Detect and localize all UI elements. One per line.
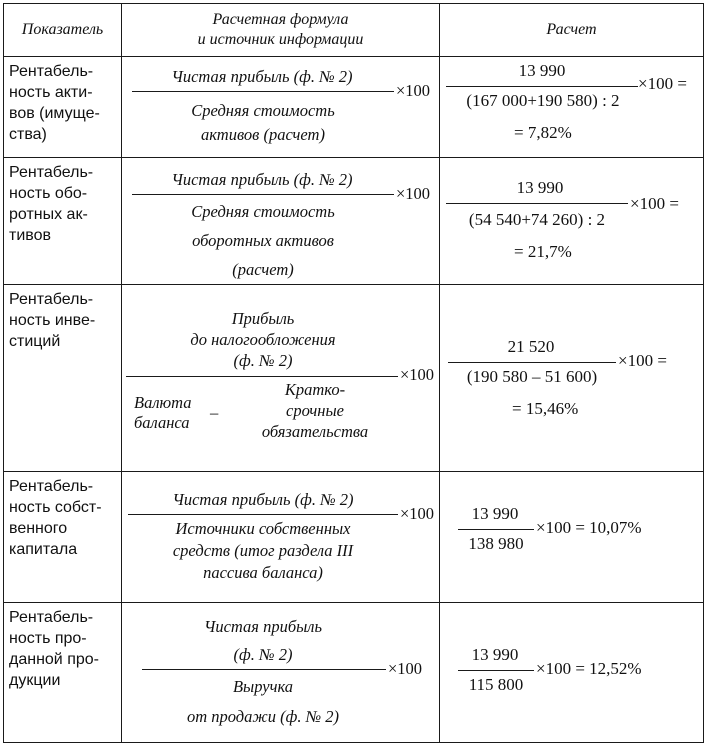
header-formula: Расчетная формула и источник информации — [122, 4, 440, 57]
formula-text: обязательства — [261, 422, 369, 441]
calc-cell — [440, 285, 704, 472]
formula-text: ×100 = — [630, 194, 679, 213]
indicator-cell — [4, 472, 122, 603]
formula-text: 13 990 — [471, 645, 519, 664]
header-calc: Расчет — [440, 4, 704, 57]
formula-text: (ф. № 2) — [233, 645, 293, 664]
formula-text: Прибыль — [231, 309, 295, 328]
formula-text: оборотных активов — [192, 231, 334, 250]
formula-text: Средняя стоимость — [191, 202, 335, 221]
formula-text: тивов — [9, 227, 51, 244]
formula-text: (190 580 – 51 600) — [466, 367, 598, 386]
formula-text: срочные — [286, 401, 344, 420]
formula-text: ×100 = 12,52% — [536, 659, 642, 678]
calc-cell — [440, 57, 704, 158]
formula-text: вов (имуще- — [9, 105, 100, 122]
formula-text: пассива баланса) — [203, 563, 323, 582]
calc-cell — [440, 472, 704, 603]
formula-text: стиций — [9, 333, 61, 350]
formula-text: Рентабель- — [9, 478, 94, 495]
calc-cell — [440, 158, 704, 285]
times-100: ×100 — [400, 504, 435, 523]
formula-text: ротных ак- — [9, 206, 88, 223]
indicator-cell — [4, 603, 122, 743]
formula-text: дукции — [9, 672, 61, 689]
indicator-cell — [4, 158, 122, 285]
times-100: ×100 — [400, 365, 435, 384]
formula-text: Кратко- — [284, 380, 346, 399]
formula-text: Рентабель- — [9, 164, 94, 181]
formula-text: ность собст- — [9, 499, 102, 516]
formula-text: Средняя стоимость — [191, 101, 335, 120]
table-row — [4, 285, 704, 472]
formula-text: ность акти- — [9, 84, 93, 101]
formula-text: Рентабель- — [9, 63, 94, 80]
formula-text: капитала — [9, 541, 78, 558]
formula-text: 115 800 — [468, 675, 524, 694]
formula-text: ность инве- — [9, 312, 96, 329]
formula-text: ×100 = 10,07% — [536, 518, 642, 537]
formula-text: 13 990 — [516, 178, 564, 197]
indicator-cell — [4, 57, 122, 158]
calc-cell — [440, 603, 704, 743]
formula-text: данной про- — [9, 651, 99, 668]
formula-text: (ф. № 2) — [233, 351, 293, 370]
formula-numerator: Чистая прибыль (ф. № 2) — [172, 490, 354, 509]
formula-text: Рентабель- — [9, 609, 94, 626]
formula-text: 138 980 — [468, 534, 524, 553]
formula-text: (54 540+74 260) : 2 — [468, 210, 606, 229]
formula-text: Чистая прибыль — [203, 617, 323, 636]
formula-text: Рентабель- — [9, 291, 94, 308]
formula-text: Источники собственных — [175, 519, 351, 538]
formula-text: ×100 = — [638, 74, 687, 93]
formula-text: до налогообложения — [190, 330, 336, 349]
formula-cell — [122, 285, 440, 472]
formula-numerator: Чистая прибыль (ф. № 2) — [171, 170, 353, 189]
formula-text: активов (расчет) — [201, 125, 325, 144]
times-100: ×100 — [396, 81, 431, 100]
table-row — [4, 158, 704, 285]
formula-cell — [122, 472, 440, 603]
header-indicator: Показатель — [4, 4, 122, 57]
table-row — [4, 603, 704, 743]
formula-text: Выручка — [232, 677, 294, 696]
formula-text: ность обо- — [9, 185, 88, 202]
formula-text: средств (итог раздела III — [172, 541, 354, 560]
formula-text: ства) — [9, 126, 47, 143]
formula-cell — [122, 158, 440, 285]
formula-text: – — [210, 403, 219, 422]
formula-numerator: Чистая прибыль (ф. № 2) — [171, 67, 353, 86]
formula-text: = 15,46% — [512, 399, 579, 418]
formula-text: (167 000+190 580) : 2 — [466, 91, 620, 110]
formula-text: = 7,82% — [514, 123, 572, 142]
formula-text: ность про- — [9, 630, 87, 647]
formula-cell — [122, 57, 440, 158]
profitability-table — [3, 3, 704, 743]
times-100: ×100 — [396, 184, 431, 203]
header-row — [4, 4, 704, 57]
formula-text: баланса — [134, 413, 190, 432]
formula-text: от продажи (ф. № 2) — [186, 707, 340, 726]
formula-text: (расчет) — [232, 260, 294, 279]
formula-text: 13 990 — [518, 61, 566, 80]
formula-text: венного — [9, 520, 68, 537]
formula-text: 13 990 — [471, 504, 519, 523]
formula-text: = 21,7% — [514, 242, 572, 261]
formula-text: 21 520 — [507, 337, 555, 356]
formula-text: ×100 = — [618, 351, 667, 370]
times-100: ×100 — [388, 659, 423, 678]
formula-text: Валюта — [134, 393, 192, 412]
indicator-cell — [4, 285, 122, 472]
table-row — [4, 57, 704, 158]
table-row — [4, 472, 704, 603]
formula-cell — [122, 603, 440, 743]
